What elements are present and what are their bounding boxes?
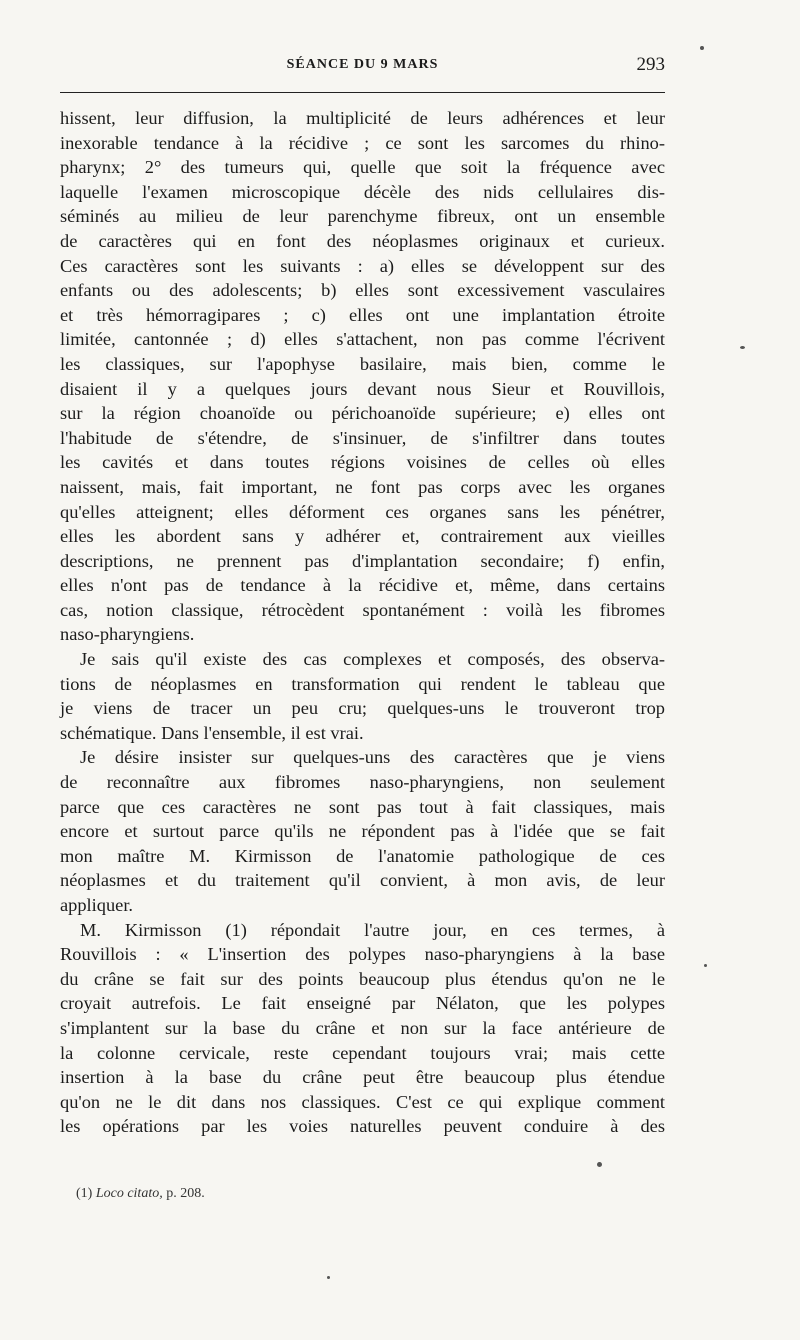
text-line: du crâne se fait sur des points beaucoup plus étendus qu'on ne le xyxy=(60,968,665,989)
scan-speck xyxy=(327,1276,330,1279)
text-line: croyait autrefois. Le fait enseigné par Nélaton, que les polypes xyxy=(60,993,665,1014)
text-line: limitée, cantonnée ; d) elles s'attachent, non pas comme l'écrivent xyxy=(60,329,665,350)
text-line: qu'elles atteignent; elles déforment ces organes sans les pénétrer, xyxy=(60,501,665,522)
text-line: hissent, leur diffusion, la multiplicité de leurs adhérences et leur xyxy=(60,108,665,128)
text-line: néoplasmes et du traitement qu'il convient, à mon avis, de leur xyxy=(60,870,665,891)
text-line: Je désire insister sur quelques-uns des caractères que je viens xyxy=(80,747,665,768)
footnote-page: p. 208. xyxy=(166,1186,205,1201)
text-line: mon maître M. Kirmisson de l'anatomie pathologique de ces xyxy=(60,845,665,866)
text-line: Ces caractères sont les suivants : a) elles se développent sur des xyxy=(60,255,665,276)
text-line: schématique. Dans l'ensemble, il est vrai. xyxy=(60,722,364,743)
text-line: s'implantent sur la base du crâne et non sur la face antérieure de xyxy=(60,1017,665,1038)
text-line: de caractères qui en font des néoplasmes originaux et curieux. xyxy=(60,230,665,251)
text-line: je viens de tracer un peu cru; quelques-uns le trouveront trop xyxy=(60,698,665,719)
text-line: l'habitude de s'étendre, de s'insinuer, de s'infiltrer dans toutes xyxy=(60,427,665,448)
header-rule xyxy=(60,92,665,93)
text-line: Rouvillois : « L'insertion des polypes naso-pharyngiens à la base xyxy=(60,944,665,965)
text-line: enfants ou des adolescents; b) elles sont excessivement vasculaires xyxy=(60,280,665,301)
text-line: descriptions, ne prennent pas d'implantation secondaire; f) enfin, xyxy=(60,550,665,571)
text-line: les opérations par les voies naturelles peuvent conduire à des xyxy=(60,1116,665,1137)
text-line: qu'on ne le dit dans nos classiques. C'est ce qui explique comment xyxy=(60,1091,665,1112)
scan-speck xyxy=(704,964,707,967)
text-line: la colonne cervicale, reste cependant toujours vrai; mais cette xyxy=(60,1042,665,1063)
text-line: laquelle l'examen microscopique décèle des nids cellulaires dis- xyxy=(60,181,665,202)
text-line: elles n'ont pas de tendance à la récidive et, même, dans certains xyxy=(60,575,665,596)
text-line: pharynx; 2° des tumeurs qui, quelle que soit la fréquence avec xyxy=(60,157,665,178)
text-line: les classiques, sur l'apophyse basilaire, mais bien, comme le xyxy=(60,353,665,374)
text-line: inexorable tendance à la récidive ; ce sont les sarcomes du rhino- xyxy=(60,132,665,153)
text-line: les cavités et dans toutes régions voisines de celles où elles xyxy=(60,452,665,473)
text-line: naso-pharyngiens. xyxy=(60,624,195,645)
footnote xyxy=(76,1186,205,1202)
text-line: insertion à la base du crâne peut être beaucoup plus étendue xyxy=(60,1067,665,1088)
body-text xyxy=(60,106,665,1139)
text-line: séminés au milieu de leur parenchyme fibreux, ont un ensemble xyxy=(60,206,665,227)
text-line: disaient il y a quelques jours devant nous Sieur et Rouvillois, xyxy=(60,378,665,399)
text-line: Je sais qu'il existe des cas complexes et composés, des observa- xyxy=(80,649,665,670)
text-line: et très hémorragipares ; c) elles ont une implantation étroite xyxy=(60,304,665,325)
text-line: appliquer. xyxy=(60,895,134,915)
running-head-title: SÉANCE DU 9 MARS xyxy=(286,57,439,72)
text-line: parce que ces caractères ne sont pas tout à fait classiques, mais xyxy=(60,796,665,817)
footnote-marker: (1) xyxy=(76,1186,93,1201)
text-line: cas, notion classique, rétrocèdent spontanément : voilà les fibromes xyxy=(60,599,665,620)
scan-speck xyxy=(597,1162,602,1167)
page-number: 293 xyxy=(636,54,665,75)
text-line: de reconnaître aux fibromes naso-pharyngiens, non seulement xyxy=(60,772,665,793)
text-line: M. Kirmisson (1) répondait l'autre jour, en ces termes, à xyxy=(80,919,665,940)
scan-speck xyxy=(740,346,745,349)
text-line: elles les abordent sans y adhérer et, contrairement aux vieilles xyxy=(60,526,665,547)
text-line: tions de néoplasmes en transformation qui rendent le tableau que xyxy=(60,673,665,694)
scan-speck xyxy=(700,46,704,50)
running-header xyxy=(60,54,665,82)
footnote-citation: Loco citato, xyxy=(95,1186,163,1201)
text-line: encore et surtout parce qu'ils ne répondent pas à l'idée que se fait xyxy=(60,821,665,842)
text-line: sur la région choanoïde ou périchoanoïde supérieure; e) elles ont xyxy=(60,403,665,424)
text-line: naissent, mais, fait important, ne font pas corps avec les organes xyxy=(60,476,665,497)
